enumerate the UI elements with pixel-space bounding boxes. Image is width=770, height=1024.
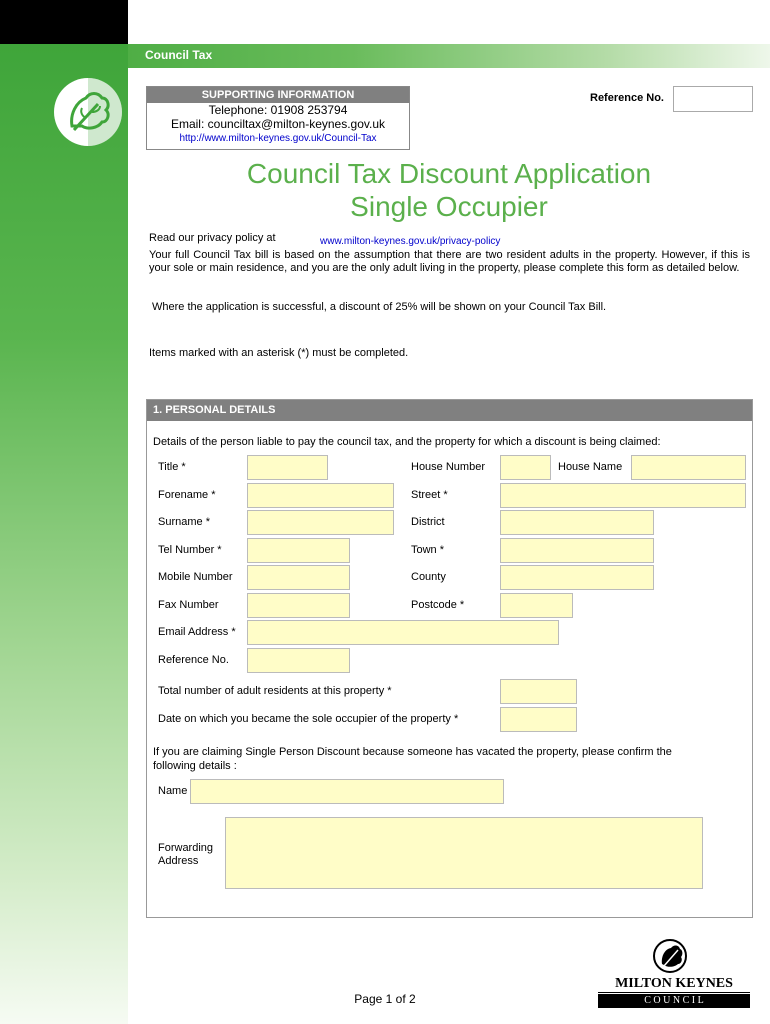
county-input[interactable] bbox=[500, 565, 654, 590]
milton-keynes-council-logo bbox=[598, 938, 750, 1010]
sole-occupier-date-label: Date on which you became the sole occupier of the property * bbox=[158, 713, 459, 725]
email-text: Email: counciltax@milton-keynes.gov.uk bbox=[170, 117, 386, 131]
reference-input[interactable] bbox=[247, 648, 350, 673]
surname-input[interactable] bbox=[247, 510, 394, 535]
tel-label: Tel Number * bbox=[158, 544, 222, 556]
asterisk-note: Items marked with an asterisk (*) must be completed. bbox=[149, 347, 409, 359]
council-tax-banner bbox=[128, 44, 770, 68]
forename-input[interactable] bbox=[247, 483, 394, 508]
postcode-input[interactable] bbox=[500, 593, 573, 618]
page-number: Page 1 of 2 bbox=[354, 992, 416, 1006]
house-name-label: House Name bbox=[558, 461, 623, 473]
intro-paragraph: Your full Council Tax bill is based on the assumption that there are two resident adults in the property. However, if this is your sole or main residence, and you are the only adult living in the property, please complete this form as detailed below. bbox=[149, 249, 750, 274]
postcode-label: Postcode * bbox=[411, 599, 465, 611]
form-subtitle: Single Occupier bbox=[350, 191, 548, 222]
vacated-note: If you are claiming Single Person Discount because someone has vacated the property, please confirm the following details : bbox=[153, 746, 672, 772]
town-label: Town * bbox=[411, 544, 445, 556]
title-input[interactable] bbox=[247, 455, 328, 480]
district-input[interactable] bbox=[500, 510, 654, 535]
total-adults-input[interactable] bbox=[500, 679, 577, 704]
name-label: Name bbox=[158, 785, 188, 797]
telephone-text: Telephone: 01908 253794 bbox=[208, 103, 348, 117]
surname-label: Surname * bbox=[158, 516, 210, 528]
personal-details-heading: 1. PERSONAL DETAILS bbox=[147, 400, 752, 421]
fax-label: Fax Number bbox=[158, 599, 219, 611]
mk-oak-icon bbox=[652, 938, 688, 974]
address-label: Address bbox=[158, 855, 199, 867]
forename-label: Forename * bbox=[158, 489, 216, 501]
email-input[interactable] bbox=[247, 620, 559, 645]
street-input[interactable] bbox=[500, 483, 746, 508]
forwarding-label: Forwarding bbox=[158, 842, 214, 854]
mobile-input[interactable] bbox=[247, 565, 350, 590]
title-label: Title * bbox=[158, 461, 186, 473]
personal-details-section bbox=[146, 399, 753, 918]
reference-no-label: Reference No. bbox=[590, 92, 664, 104]
fax-input[interactable] bbox=[247, 593, 350, 618]
reference-label: Reference No. bbox=[158, 654, 229, 666]
house-name-input[interactable] bbox=[631, 455, 746, 480]
privacy-policy-link[interactable]: www.milton-keynes.gov.uk/privacy-policy bbox=[320, 236, 501, 247]
oak-leaf-logo-icon bbox=[52, 76, 124, 148]
email-label: Email Address * bbox=[158, 626, 236, 638]
council-tax-label: Council Tax bbox=[145, 48, 213, 62]
forwarding-address-input[interactable] bbox=[225, 817, 703, 889]
house-number-input[interactable] bbox=[500, 455, 551, 480]
mk-logo-council: C O U N C I L bbox=[598, 994, 750, 1008]
personal-details-description: Details of the person liable to pay the council tax, and the property for which a discount is being claimed: bbox=[153, 436, 661, 448]
header-black-block bbox=[0, 0, 128, 44]
tel-input[interactable] bbox=[247, 538, 350, 563]
vacated-name-input[interactable] bbox=[190, 779, 504, 804]
supporting-information-box bbox=[146, 86, 410, 150]
town-input[interactable] bbox=[500, 538, 654, 563]
form-title: Council Tax Discount Application bbox=[246, 158, 652, 189]
council-tax-website-link[interactable]: http://www.milton-keynes.gov.uk/Council-Tax bbox=[179, 133, 377, 144]
sole-occupier-date-input[interactable] bbox=[500, 707, 577, 732]
green-sidebar bbox=[0, 44, 128, 1024]
total-adults-label: Total number of adult residents at this property * bbox=[158, 685, 392, 697]
street-label: Street * bbox=[411, 489, 448, 501]
county-label: County bbox=[411, 571, 446, 583]
mk-logo-text: MILTON KEYNES bbox=[598, 976, 750, 993]
privacy-label: Read our privacy policy at bbox=[149, 232, 276, 244]
supporting-information-heading: SUPPORTING INFORMATION bbox=[147, 87, 409, 103]
district-label: District bbox=[411, 516, 445, 528]
house-number-label: House Number bbox=[411, 461, 485, 473]
reference-no-input[interactable] bbox=[673, 86, 753, 112]
mobile-label: Mobile Number bbox=[158, 571, 233, 583]
discount-note: Where the application is successful, a discount of 25% will be shown on your Council Tax Bill. bbox=[152, 301, 607, 313]
